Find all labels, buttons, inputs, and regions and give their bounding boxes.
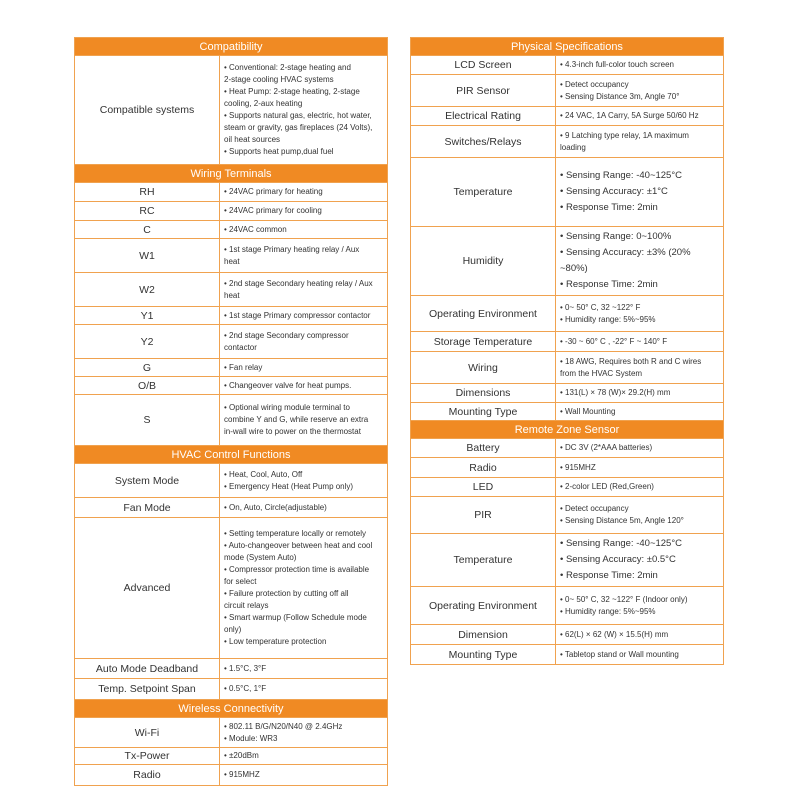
spec-value [556,75,724,107]
spec-value [220,221,388,239]
spec-label: RH [75,183,220,202]
spec-row-switches-relays [411,126,724,158]
spec-row-wi-fi [75,718,388,748]
section-header-compatibility [75,38,388,56]
spec-row-g [75,359,388,377]
spec-label: Y1 [75,307,220,325]
spec-value-line: • Module: WR3 [224,733,278,743]
spec-row-led [411,478,724,497]
spec-value [220,325,388,359]
spec-row-temp-setpoint-span [75,679,388,700]
spec-label: Advanced [75,518,220,659]
spec-label: Mounting Type [411,403,556,421]
spec-value [556,126,724,158]
spec-value-line: • Sensing Distance 5m, Angle 120° [560,516,684,525]
spec-value-line: • Sensing Distance 3m, Angle 70° [560,91,680,101]
spec-value-line: • 9 Latching type relay, 1A maximum [560,130,689,140]
spec-value-line: • Sensing Range: 0~100% [560,231,672,242]
spec-value-line: mode (System Auto) [224,553,297,562]
spec-value [220,202,388,221]
spec-value [220,273,388,307]
spec-value-line: • 915MHZ [560,462,596,472]
spec-value-line: • 0~ 50° C, 32 ~122° F [560,302,641,312]
spec-value-line: • Detect occupancy [560,79,629,89]
spec-value-line: • -30 ~ 60° C , -22° F ~ 140° F [560,336,668,346]
spec-value [220,307,388,325]
spec-value-line: • Response Time: 2min [560,570,658,581]
spec-label: Temperature [411,158,556,227]
spec-label: S [75,395,220,446]
spec-label: Radio [411,458,556,478]
spec-row-advanced [75,518,388,659]
spec-value-line: 2-stage cooling HVAC systems [224,75,334,84]
left-spec-column [74,37,388,786]
spec-value-line: • 915MHZ [224,770,260,779]
spec-row-battery [411,439,724,458]
spec-value-line: circuit relays [224,601,269,610]
spec-value-line: • Heat, Cool, Auto, Off [224,469,303,479]
spec-value-line: • Supports natural gas, electric, hot water, [224,111,372,120]
spec-label: Operating Environment [411,587,556,625]
spec-value-line: • 18 AWG, Requires both R and C wires [560,356,702,366]
spec-label: Electrical Rating [411,107,556,126]
spec-label: PIR Sensor [411,75,556,107]
spec-value [556,534,724,587]
spec-label: LCD Screen [411,56,556,75]
spec-value-line: • On, Auto, Circle(adjustable) [224,502,327,512]
spec-value-line: • Conventional: 2-stage heating and [224,63,351,72]
spec-label: Battery [411,439,556,458]
spec-value [220,718,388,748]
spec-value-line: cooling, 2-aux heating [224,99,303,108]
spec-value [220,183,388,202]
spec-value [220,56,388,165]
spec-value-line: • 131(L) × 78 (W)× 29.2(H) mm [560,388,671,397]
spec-label: G [75,359,220,377]
spec-value-line: • 1st stage Primary compressor contactor [224,310,371,320]
spec-value-line: • Sensing Accuracy: ±3% (20% ~80%) [560,247,691,274]
spec-value-line: • 24VAC primary for heating [224,187,323,196]
spec-row-mounting-type [411,403,724,421]
spec-row-y1 [75,307,388,325]
spec-value-line: • Tabletop stand or Wall mounting [560,649,679,659]
spec-value-line: • Sensing Accuracy: ±0.5°C [560,554,676,565]
spec-row-auto-mode-deadband [75,659,388,679]
section-title: Wireless Connectivity [75,700,388,718]
spec-value-line: • Sensing Range: -40~125°C [560,170,682,181]
spec-value [556,458,724,478]
spec-row-temperature [411,534,724,587]
spec-value-line: • 1.5°C, 3°F [224,663,267,673]
section-header-hvac-control-functions [75,446,388,464]
spec-value [220,498,388,518]
spec-row-radio [411,458,724,478]
spec-value-line: • 2nd stage Secondary compressor [224,330,349,340]
spec-value-line: for select [224,577,257,586]
spec-row-w2 [75,273,388,307]
spec-value-line: • Response Time: 2min [560,279,658,290]
spec-value [556,439,724,458]
spec-value-line: contactor [224,342,257,352]
right-spec-column [410,37,724,665]
spec-value-line: • 2-color LED (Red,Green) [560,482,654,491]
spec-value [556,158,724,227]
spec-label: Storage Temperature [411,332,556,352]
spec-value [220,377,388,395]
spec-row-compatible-systems [75,56,388,165]
spec-value [220,239,388,273]
spec-value [220,518,388,659]
spec-value-line: • Compressor protection time is available [224,565,370,574]
spec-row-tx-power [75,748,388,765]
spec-value-line: • Response Time: 2min [560,202,658,213]
spec-value-line: combine Y and G, while reserve an extra [224,415,369,424]
left-spec-table [74,37,388,786]
spec-label: Wi-Fi [75,718,220,748]
spec-value [556,478,724,497]
spec-label: Fan Mode [75,498,220,518]
spec-label: LED [411,478,556,497]
section-header-wireless-connectivity [75,700,388,718]
spec-row-operating-environment [411,296,724,332]
spec-row-dimensions [411,384,724,403]
spec-value-line: • Failure protection by cutting off all [224,589,349,598]
spec-value-line: • 24VAC primary for cooling [224,206,322,215]
spec-value-line: • 4.3-inch full-color touch screen [560,60,674,69]
spec-value [556,352,724,384]
spec-value-line: • 802.11 B/G/N20/N40 @ 2.4GHz [224,721,343,731]
section-header-physical-specifications [411,38,724,56]
spec-value-line: • Humidity range: 5%~95% [560,606,656,616]
spec-value-line: steam or gravity, gas fireplaces (24 Volts), [224,123,373,132]
spec-value-line: • 24 VAC, 1A Carry, 5A Surge 50/60 Hz [560,111,699,120]
spec-value [556,56,724,75]
spec-value [556,384,724,403]
spec-value [556,645,724,665]
spec-row-rh [75,183,388,202]
spec-row-temperature [411,158,724,227]
spec-label: C [75,221,220,239]
section-title: Compatibility [75,38,388,56]
spec-value-line: • Changeover valve for heat pumps. [224,380,352,390]
spec-row-storage-temperature [411,332,724,352]
spec-row-operating-environment [411,587,724,625]
spec-value-line: • Smart warmup (Follow Schedule mode [224,613,367,622]
spec-value [220,464,388,498]
spec-row-c [75,221,388,239]
spec-row-lcd-screen [411,56,724,75]
spec-label: Tx-Power [75,748,220,765]
spec-row-wiring [411,352,724,384]
spec-row-mounting-type [411,645,724,665]
spec-value-line: • 2nd stage Secondary heating relay / Aux [224,278,373,288]
spec-value [220,765,388,786]
spec-label: Compatible systems [75,56,220,165]
spec-value-line: • Wall Mounting [560,406,616,416]
right-spec-table [410,37,724,665]
spec-value [556,497,724,534]
spec-row-w1 [75,239,388,273]
section-header-remote-zone-sensor [411,421,724,439]
spec-value [556,332,724,352]
section-title: HVAC Control Functions [75,446,388,464]
spec-value [556,403,724,421]
spec-value-line: heat [224,290,240,300]
spec-label: Radio [75,765,220,786]
spec-row-rc [75,202,388,221]
spec-label: Humidity [411,227,556,296]
spec-label: Mounting Type [411,645,556,665]
spec-value-line: • DC 3V (2*AAA batteries) [560,443,653,452]
spec-row-pir [411,497,724,534]
spec-value-line: • Humidity range: 5%~95% [560,314,656,324]
spec-row-y2 [75,325,388,359]
spec-value-line: in-wall wire to power on the thermostat [224,427,361,436]
spec-value-line: • Emergency Heat (Heat Pump only) [224,481,354,491]
spec-value [556,625,724,645]
spec-row-pir-sensor [411,75,724,107]
spec-value-line: • Heat Pump: 2-stage heating, 2-stage [224,87,360,96]
spec-value [220,679,388,700]
spec-value-line: from the HVAC System [560,368,643,378]
spec-label: RC [75,202,220,221]
spec-row-fan-mode [75,498,388,518]
spec-value-line: • Setting temperature locally or remotely [224,529,366,538]
spec-value-line: • 0.5°C, 1°F [224,684,267,693]
spec-value [556,227,724,296]
spec-row-s [75,395,388,446]
spec-value-line: • 24VAC common [224,224,287,234]
spec-value-line: • Auto-changeover between heat and cool [224,541,373,550]
spec-value-line: • Fan relay [224,362,263,372]
spec-label: Temp. Setpoint Span [75,679,220,700]
spec-row-electrical-rating [411,107,724,126]
spec-value [220,748,388,765]
spec-value [220,359,388,377]
spec-value-line: • Supports heat pump,dual fuel [224,147,334,156]
spec-value-line: • Optional wiring module terminal to [224,403,350,412]
spec-label: O/B [75,377,220,395]
spec-value [220,659,388,679]
spec-value-line: heat [224,256,240,266]
spec-label: Operating Environment [411,296,556,332]
spec-value-line: • Sensing Range: -40~125°C [560,538,682,549]
spec-label: System Mode [75,464,220,498]
section-title: Remote Zone Sensor [411,421,724,439]
spec-value-line: • Sensing Accuracy: ±1°C [560,186,668,197]
spec-label: Dimensions [411,384,556,403]
spec-row-radio [75,765,388,786]
spec-label: Temperature [411,534,556,587]
spec-value-line: only) [224,625,242,634]
spec-label: PIR [411,497,556,534]
spec-value-line: • 0~ 50° C, 32 ~122° F (Indoor only) [560,594,688,604]
spec-label: Switches/Relays [411,126,556,158]
spec-value-line: • ±20dBm [224,751,259,760]
spec-value [220,395,388,446]
spec-row-humidity [411,227,724,296]
spec-value-line: • 1st stage Primary heating relay / Aux [224,244,360,254]
spec-label: Y2 [75,325,220,359]
spec-row-o-b [75,377,388,395]
spec-row-system-mode [75,464,388,498]
spec-value [556,587,724,625]
spec-label: Wiring [411,352,556,384]
spec-label: W2 [75,273,220,307]
spec-value-line: • Low temperature protection [224,637,327,646]
spec-value-line: oil heat sources [224,135,281,144]
spec-label: W1 [75,239,220,273]
spec-row-dimension [411,625,724,645]
section-title: Wiring Terminals [75,165,388,183]
section-title: Physical Specifications [411,38,724,56]
spec-value-line: • 62(L) × 62 (W) × 15.5(H) mm [560,629,669,639]
spec-value-line: • Detect occupancy [560,504,629,513]
spec-label: Dimension [411,625,556,645]
spec-label: Auto Mode Deadband [75,659,220,679]
spec-value [556,107,724,126]
spec-value-line: loading [560,142,586,152]
spec-value [556,296,724,332]
section-header-wiring-terminals [75,165,388,183]
